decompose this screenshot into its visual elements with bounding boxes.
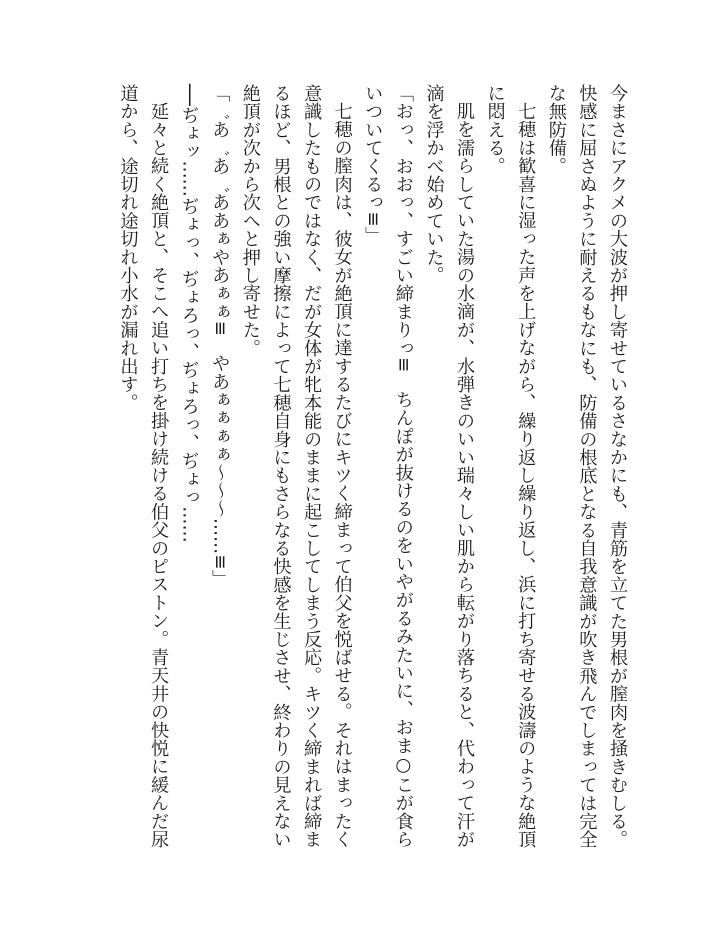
dialogue-paragraph: 「おっ、おおっ、すごい締まりっ≡ ちんぽが抜けるのをいやがるみたいに、おま○こが食らいついてくるっ≡」	[362, 84, 414, 849]
dialogue-paragraph: 「゛あ゛あ゛ああぁやあぁぁ≡ やあぁぁぁぁ〜〜〜……≡」	[209, 84, 231, 588]
paragraph: 肌を濡らしていた湯の水滴が、水弾きのいい瑞々しい肌から転がり落ちると、代わって汗が滴を浮かべ始めていた。	[423, 84, 476, 849]
sound-effect-paragraph: ──ぢょッ……ぢょっ、ぢょろっ、ぢょろっ、ぢょっ……	[178, 84, 200, 543]
paragraph: 七穂は歓喜に湿った声を上げながら、繰り返し繰り返し、浜に打ち寄せる波濤のような絶頂に悶える。	[484, 84, 537, 849]
paragraph: 延々と続く絶頂と、そこへ追い打ちを掛け続ける伯父のピストン。青天井の快悦に緩んだ尿道から、途切れ途切れ小水が漏れ出す。	[117, 84, 170, 849]
paragraph: 七穂の膣肉は、彼女が絶頂に達するたびにキツく締まって伯父を悦ばせる。それはまったく意識したものではなく、だが女体が牝本能のままに起こしてしまう反応。キツく締まれば締まるほど、男根との強い摩擦によって七穂自身にもさらなる快感を生じさせ、終わりの見えない絶頂が次から次へと押し寄せた。	[239, 84, 353, 849]
paragraph: 今まさにアクメの大波が押し寄せているさなかにも、青筋を立てた男根が膣肉を掻きむしる。快感に屈さぬように耐えるもなにも、防備の根底となる自我意識が吹き飛んでしまっては完全な無防備。	[545, 84, 628, 849]
vertical-text-body	[112, 84, 632, 854]
